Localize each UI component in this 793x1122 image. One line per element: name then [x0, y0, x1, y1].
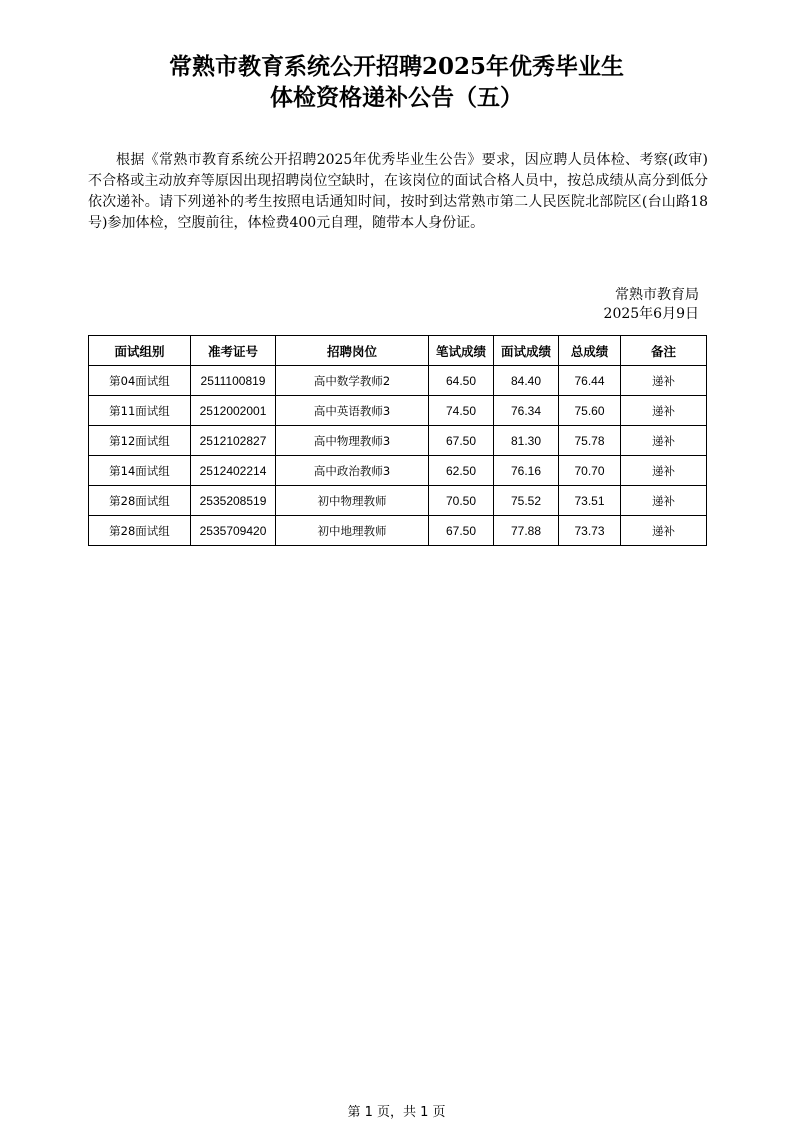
title-line-1: 常熟市教育系统公开招聘2025年优秀毕业生	[168, 53, 624, 80]
cell-total-score: 75.78	[559, 426, 621, 456]
cell-written-score: 67.50	[429, 426, 494, 456]
page-footer: 第 1 页，共 1 页	[347, 1105, 446, 1120]
cell-interview-score: 77.88	[494, 516, 559, 546]
cell-total-score: 70.70	[559, 456, 621, 486]
header-interview-score: 面试成绩	[494, 336, 559, 366]
cell-remark: 递补	[621, 516, 707, 546]
table-row	[89, 396, 707, 426]
header-total-score: 总成绩	[559, 336, 621, 366]
cell-written-score: 74.50	[429, 396, 494, 426]
table-header-row	[89, 336, 707, 366]
cell-exam-id: 2512002001	[191, 396, 276, 426]
cell-written-score: 70.50	[429, 486, 494, 516]
table-row	[89, 516, 707, 546]
cell-interview-score: 75.52	[494, 486, 559, 516]
cell-group: 第04面试组	[89, 366, 191, 396]
title-line-2: 体检资格递补公告（五）	[270, 84, 523, 111]
cell-position: 高中政治教师3	[276, 456, 429, 486]
cell-written-score: 67.50	[429, 516, 494, 546]
cell-written-score: 64.50	[429, 366, 494, 396]
cell-remark: 递补	[621, 456, 707, 486]
table-row	[89, 486, 707, 516]
header-remark: 备注	[621, 336, 707, 366]
header-group: 面试组别	[89, 336, 191, 366]
header-exam-id: 准考证号	[191, 336, 276, 366]
cell-position: 初中地理教师	[276, 516, 429, 546]
cell-total-score: 73.73	[559, 516, 621, 546]
cell-interview-score: 84.40	[494, 366, 559, 396]
cell-group: 第12面试组	[89, 426, 191, 456]
header-written-score: 笔试成绩	[429, 336, 494, 366]
cell-interview-score: 76.34	[494, 396, 559, 426]
cell-exam-id: 2512102827	[191, 426, 276, 456]
signature-date: 2025年6月9日	[603, 306, 699, 322]
cell-group: 第14面试组	[89, 456, 191, 486]
cell-exam-id: 2512402214	[191, 456, 276, 486]
cell-exam-id: 2535709420	[191, 516, 276, 546]
cell-position: 高中数学教师2	[276, 366, 429, 396]
cell-remark: 递补	[621, 396, 707, 426]
table-row	[89, 456, 707, 486]
table-row	[89, 426, 707, 456]
announcement-paragraph: 根据《常熟市教育系统公开招聘2025年优秀毕业生公告》要求，因应聘人员体检、考察(政审)不合格或主动放弃等原因出现招聘岗位空缺时，在该岗位的面试合格人员中，按总成绩从高分到低分依次递补。请下列递补的考生按照电话通知时间，按时到达常熟市第二人民医院北部院区(台山路18号)参加体检，空腹前往，体检费400元自理，随带本人身份证。	[88, 152, 708, 231]
cell-remark: 递补	[621, 426, 707, 456]
cell-interview-score: 81.30	[494, 426, 559, 456]
cell-total-score: 73.51	[559, 486, 621, 516]
candidate-table	[88, 335, 707, 546]
cell-remark: 递补	[621, 366, 707, 396]
cell-position: 高中英语教师3	[276, 396, 429, 426]
cell-total-score: 76.44	[559, 366, 621, 396]
cell-group: 第28面试组	[89, 516, 191, 546]
cell-remark: 递补	[621, 486, 707, 516]
table-row	[89, 366, 707, 396]
cell-exam-id: 2535208519	[191, 486, 276, 516]
cell-written-score: 62.50	[429, 456, 494, 486]
cell-exam-id: 2511100819	[191, 366, 276, 396]
signature-org: 常熟市教育局	[615, 287, 699, 303]
cell-group: 第11面试组	[89, 396, 191, 426]
cell-total-score: 75.60	[559, 396, 621, 426]
cell-group: 第28面试组	[89, 486, 191, 516]
cell-position: 初中物理教师	[276, 486, 429, 516]
cell-interview-score: 76.16	[494, 456, 559, 486]
header-position: 招聘岗位	[276, 336, 429, 366]
cell-position: 高中物理教师3	[276, 426, 429, 456]
